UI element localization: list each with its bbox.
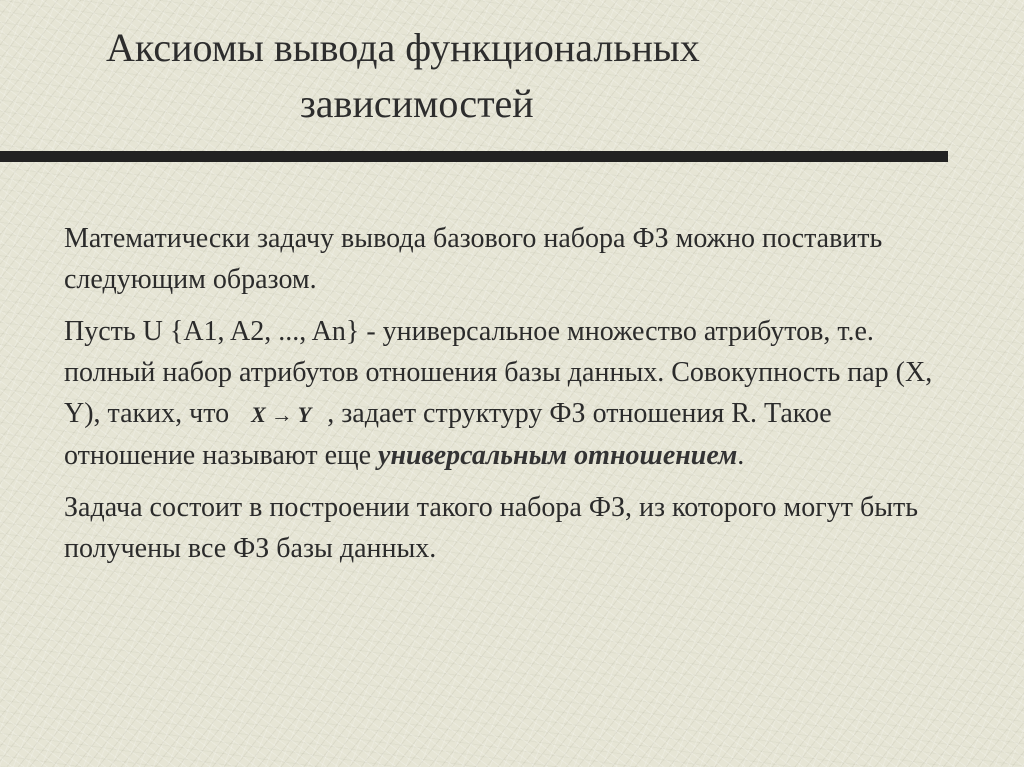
formula-y: Y bbox=[297, 402, 313, 427]
paragraph-problem-statement: Математически задачу вывода базового набора ФЗ можно поставить следующим образом. bbox=[64, 223, 883, 295]
slide-body bbox=[64, 218, 964, 580]
universal-relation-term: универсальным отношением bbox=[378, 440, 738, 471]
paragraph-universal-set-end: . bbox=[737, 440, 745, 471]
paragraph-universal-set-text: Пусть U {A1, A2, ..., An} - универсальное множество атрибутов, т.е. полный набор атрибутов отношения базы данных. Совокупность пар (X, Y), таких, что bbox=[64, 316, 933, 429]
paragraph-universal-set-continuation: , задает структуру ФЗ отношения R. Такое отношение называют еще bbox=[64, 398, 832, 471]
functional-dependency-formula bbox=[251, 394, 312, 435]
slide-title-line-1: Аксиомы вывода функциональных bbox=[106, 25, 700, 70]
formula-x: X bbox=[251, 402, 267, 427]
paragraph-universal-set bbox=[64, 311, 964, 476]
paragraph-task: Задача состоит в построении такого набора ФЗ, из которого могут быть получены все ФЗ базы данных. bbox=[64, 492, 919, 564]
title-divider bbox=[0, 151, 948, 162]
slide-title bbox=[100, 20, 860, 132]
slide-title-line-2: зависимостей bbox=[300, 81, 534, 126]
formula-arrow: → bbox=[270, 402, 294, 427]
